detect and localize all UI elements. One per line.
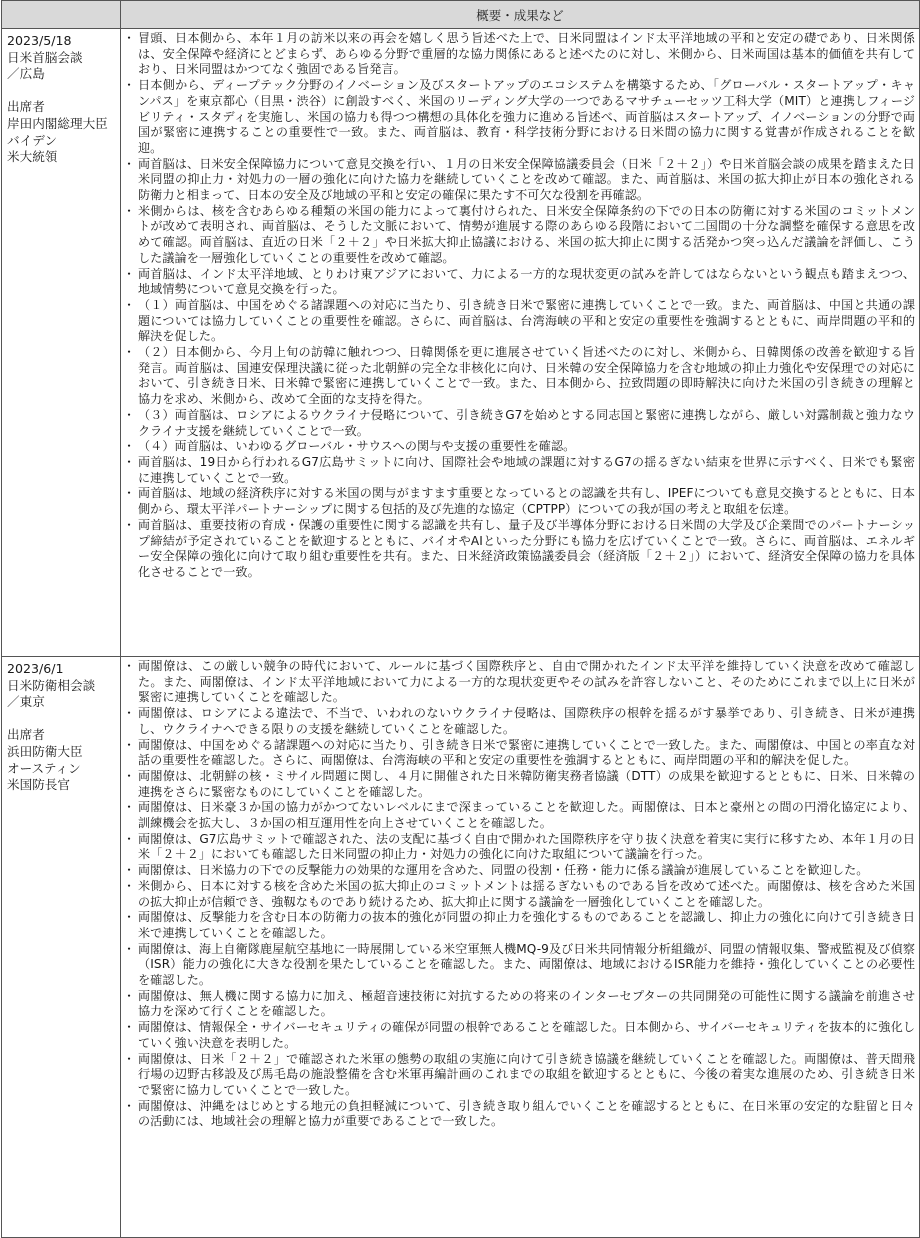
summary-item: ・ 両閣僚は、この厳しい競争の時代において、ルールに基づく国際秩序と、自由で開かれたインド太平洋を維持していく決意を改めて確認した。また、両閣僚は、インド太平洋地域において力による一方的な現状変更やその試みを許容しないこと、そのためにこれまで以上に日米が緊密に連携していくことを確認した。 xyxy=(125,659,915,706)
summary-item: ・ （４）両首脳は、いわゆるグローバル・サウスへの関与や支援の重要性を確認。 xyxy=(125,439,915,455)
table-header-row xyxy=(2,1,920,29)
attendee: 岸田内閣総理大臣 xyxy=(7,115,108,131)
summary-item: ・ 両閣僚は、反撃能力を含む日本の防衛力の抜本的強化が同盟の抑止力を強化するものであることを認識し、抑止力の強化に向けて引き続き日米で連携していくことを確認した。 xyxy=(125,910,915,941)
attendees-label: 出席者 xyxy=(7,727,45,743)
summary-list xyxy=(125,659,915,1130)
summary-item: ・ 両閣僚は、日米「２＋２」で確認された米軍の態勢の取組の実施に向けて引き続き協議を継続していくことを確認した。両閣僚は、普天間飛行場の辺野古移設及び馬毛島の施設整備を含む米軍再編計画のこれまでの取組を歓迎するとともに、今後の着実な進展のため、引き続き日米で緊密に協力していくことで一致した。 xyxy=(125,1052,915,1099)
summary-item: ・ 両首脳は、日米安全保障協力について意見交換を行い、１月の日米安全保障協議委員会（日米「２＋２」）や日米首脳会談の成果を踏まえた日米同盟の抑止力・対処力の一層の強化に向けた協力を継続していくことを改めて確認。また、両首脳は、米国の拡大抑止が日本の強化される防衛力と相まって、日本の安全及び地域の平和と安定の確保に果たす不可欠な役割を再確認。 xyxy=(125,157,915,204)
meeting-date: 2023/5/18 xyxy=(7,33,72,48)
summary-item: ・ 両閣僚は、情報保全・サイバーセキュリティの確保が同盟の根幹であることを確認した。日本側から、サイバーセキュリティを抜本的に強化していく強い決意を表明した。 xyxy=(125,1020,915,1051)
meetings-table xyxy=(1,0,920,1238)
summary-item: ・ （３）両首脳は、ロシアによるウクライナ侵略について、引き続きG7を始めとする同志国と緊密に連携しながら、厳しい対露制裁と強力なウクライナ支援を継続していくことで一致。 xyxy=(125,408,915,439)
meeting-summary-cell xyxy=(121,657,920,1238)
summary-item: ・ 両首脳は、インド太平洋地域、とりわけ東アジアにおいて、力による一方的な現状変更の試みを許してはならないという観点も踏まえつつ、地域情勢について意見交換を行った。 xyxy=(125,267,915,298)
spacer xyxy=(7,83,116,100)
summary-item: ・ 米側から、日本に対する核を含めた米国の拡大抑止のコミットメントは揺るぎないものである旨を改めて述べた。両閣僚は、核を含めた米国の拡大抑止が信頼でき、強靱なものであり続けるため、拡大抑止に関する議論を一層強化していくことを確認した。 xyxy=(125,879,915,910)
attendee: 米大統領 xyxy=(7,149,58,165)
attendees-label: 出席者 xyxy=(7,99,45,115)
attendee: 米国防長官 xyxy=(7,777,70,793)
meeting-summary-cell xyxy=(121,29,920,657)
summary-item: ・ 日本側から、ディープテック分野のイノベーション及びスタートアップのエコシステムを構築するため、「グローバル・スタートアップ・キャンパス」を東京都心（目黒・渋谷）に創設すべく、米国のリーディング大学の一つであるマサチューセッツ工科大学（MIT）と連携しフィージビリティ・スタディを実施し、米国の協力も得つつ構想の具体化を強力に進める旨述べ、両首脳はスタートアップ、イノベーションの分野で両国が緊密に連携することの重要性で一致。また、両首脳は、教育・科学技術分野における日米間の協力に関する覚書が作成されることを歓迎。 xyxy=(125,78,915,157)
meeting-place: ／東京 xyxy=(7,694,45,710)
summary-item: ・ 両閣僚は、日米協力の下での反撃能力の効果的な運用を含めた、同盟の役割・任務・能力に係る議論が進展していることを歓迎した。 xyxy=(125,863,915,879)
summary-list xyxy=(125,31,915,581)
meeting-title: 日米防衛相会談 xyxy=(7,677,96,693)
meeting-title: 日米首脳会談 xyxy=(7,49,83,65)
summary-item: ・ （２）日本側から、今月上旬の訪韓に触れつつ、日韓関係を更に進展させていく旨述べたのに対し、米側から、日韓関係の改善を歓迎する旨発言。両首脳は、国連安保理決議に従った北朝鮮の完全な非核化に向け、日米韓の安全保障協力を含む地域の抑止力強化や安保理での対応において、引き続き日米、日米韓で緊密に連携していくことで一致。また、日本側から、拉致問題の即時解決に向けた米国の引き続きの理解と協力を求め、米側から、改めて全面的な支持を得た。 xyxy=(125,345,915,408)
summary-item: ・ 両閣僚は、ロシアによる違法で、不当で、いわれのないウクライナ侵略は、国際秩序の根幹を揺るがす暴挙であり、引き続き、日米が連携し、ウクライナへできる限りの支援を継続していくことを確認した。 xyxy=(125,706,915,737)
meeting-info-cell xyxy=(2,657,121,1238)
meeting-date: 2023/6/1 xyxy=(7,661,64,676)
summary-item: ・ 両首脳は、重要技術の育成・保護の重要性に関する認識を共有し、量子及び半導体分野における日米間の大学及び企業間でのパートナーシップ締結が予定されていることを歓迎するとともに、バイオやAIといった分野にも協力を広げていくことで一致。さらに、両首脳は、エネルギー安全保障の強化に向けて取り組む重要性を共有。また、日米経済政策協議委員会（経済版「２＋２」）において、経済安全保障の協力を具体化させることで一致。 xyxy=(125,518,915,581)
summary-item: ・ 両閣僚は、北朝鮮の核・ミサイル問題に関し、４月に開催された日米韓防衛実務者協議（DTT）の成果を歓迎するとともに、日米、日米韓の連携をさらに緊密なものにしていくことを確認した。 xyxy=(125,769,915,800)
summary-item: ・ 両閣僚は、無人機に関する協力に加え、極超音速技術に対抗するための将来のインターセプターの共同開発の可能性に関する議論を前進させ協力を深めて行くことを確認した。 xyxy=(125,989,915,1020)
header-summary-cell: 概要・成果など xyxy=(121,1,920,29)
attendee: 浜田防衛大臣 xyxy=(7,743,83,759)
summary-item: ・ 冒頭、日本側から、本年１月の訪米以来の再会を嬉しく思う旨述べた上で、日米同盟はインド太平洋地域の平和と安定の礎であり、日米関係は、安全保障や経済にとどまらず、あらゆる分野で重層的な協力関係にあると述べたのに対し、米側から、日米両国は基本的価値を共有しており、日米同盟はかつてなく強固である旨発言。 xyxy=(125,31,915,78)
meeting-info-cell xyxy=(2,29,121,657)
header-empty-cell xyxy=(2,1,121,29)
summary-item: ・ 両閣僚は、日米豪３か国の協力がかつてないレベルにまで深まっていることを歓迎した。両閣僚は、日本と豪州との間の円滑化協定により、訓練機会を拡大し、３か国の相互運用性を向上させていくことを確認した。 xyxy=(125,800,915,831)
summary-item: ・ 米側からは、核を含むあらゆる種類の米国の能力によって裏付けられた、日米安全保障条約の下での日本の防衛に対する米国のコミットメントが改めて表明され、両首脳は、そうした文脈において、情勢が進展する際のあらゆる段階において二国間の十分な調整を確保する意思を改めて確認。両首脳は、直近の日米「２＋２」や日米拡大抑止協議における、米国の拡大抑止に関する活発かつ突っ込んだ議論を評価し、こうした議論を一層強化していくことの重要性を改めて確認。 xyxy=(125,204,915,267)
summary-item: ・ 両閣僚は、沖縄をはじめとする地元の負担軽減について、引き続き取り組んでいくことを確認するとともに、在日米軍の安定的な駐留と日々の活動には、地域社会の理解と協力が重要であることで一致した。 xyxy=(125,1099,915,1130)
meeting-place: ／広島 xyxy=(7,66,45,82)
attendee: バイデン xyxy=(7,132,58,148)
attendee: オースティン xyxy=(7,760,81,776)
summary-item: ・ 両首脳は、19日から行われるG7広島サミットに向け、国際社会や地域の課題に対するG7の揺るぎない結束を世界に示すべく、日米でも緊密に連携していくことで一致。 xyxy=(125,455,915,486)
summary-item: ・ 両首脳は、地域の経済秩序に対する米国の関与がますます重要となっているとの認識を共有し、IPEFについても意見交換するとともに、日本側から、環太平洋パートナーシップに関する包括的及び先進的な協定（CPTPP）についての我が国の考えと取組を伝達。 xyxy=(125,486,915,517)
summary-item: ・ 両閣僚は、中国をめぐる諸課題への対応に当たり、引き続き日米で緊密に連携していくことで一致した。また、両閣僚は、中国との率直な対話の重要性を確認した。さらに、両閣僚は、台湾海峡の平和と安定の重要性を強調するとともに、両岸問題の平和的解決を促した。 xyxy=(125,738,915,769)
spacer xyxy=(7,711,116,728)
summary-item: ・ 両閣僚は、海上自衛隊鹿屋航空基地に一時展開している米空軍無人機MQ-9及び日米共同情報分析組織が、同盟の情報収集、警戒監視及び偵察（ISR）能力の強化に大きな役割を果たしていることを確認した。また、両閣僚は、地域におけるISR能力を維持・強化していくことの必要性を確認した。 xyxy=(125,942,915,989)
summary-item: ・ 両閣僚は、G7広島サミットで確認された、法の支配に基づく自由で開かれた国際秩序を守り抜く決意を着実に実行に移すため、本年１月の日米「２＋２」においても確認した日米同盟の抑止力・対処力の強化に向けた取組について議論を行った。 xyxy=(125,832,915,863)
summary-item: ・ （１）両首脳は、中国をめぐる諸課題への対応に当たり、引き続き日米で緊密に連携していくことで一致。また、両首脳は、中国と共通の課題については協力していくことの重要性を確認。さらに、両首脳は、台湾海峡の平和と安定の重要性を強調するとともに、両岸問題の平和的解決を促した。 xyxy=(125,298,915,345)
meeting-row xyxy=(2,29,920,657)
meeting-row xyxy=(2,657,920,1238)
